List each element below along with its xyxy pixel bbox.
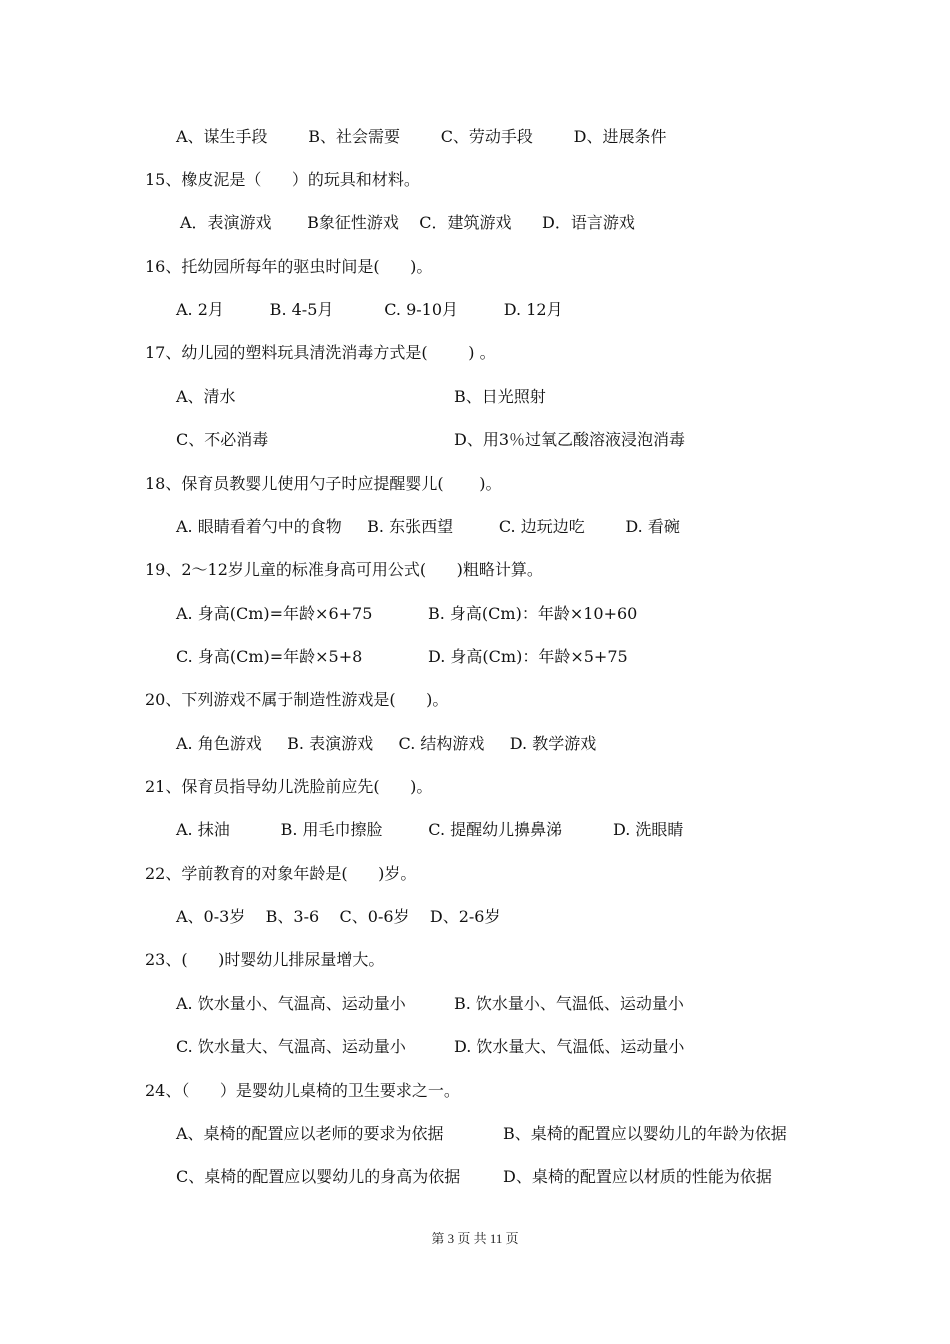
q14-options: A、谋生手段 B、社会需要 C、劳动手段 D、进展条件: [176, 127, 667, 146]
q15-options: A．表演游戏 B象征性游戏 C．建筑游戏 D．语言游戏: [180, 213, 635, 232]
q24-option-a: A、桌椅的配置应以老师的要求为依据: [176, 1124, 444, 1143]
q16-question: 16、托幼园所每年的驱虫时间是( )。: [145, 257, 433, 276]
q18-options: A. 眼睛看着勺中的食物 B. 东张西望 C. 边玩边吃 D. 看碗: [176, 517, 680, 536]
q20-question: 20、下列游戏不属于制造性游戏是( )。: [145, 690, 449, 709]
q24-option-b: B、桌椅的配置应以婴幼儿的年龄为依据: [503, 1124, 787, 1143]
q19-option-b: B. 身高(Cm)：年龄×10+60: [428, 604, 638, 623]
q16-options: A. 2月 B. 4-5月 C. 9-10月 D. 12月: [176, 300, 563, 319]
q23-option-a: A. 饮水量小、气温高、运动量小: [176, 994, 406, 1013]
q23-option-c: C. 饮水量大、气温高、运动量小: [176, 1037, 406, 1056]
q24-option-d: D、桌椅的配置应以材质的性能为依据: [503, 1167, 772, 1186]
q19-option-a: A. 身高(Cm)=年龄×6+75: [176, 604, 373, 623]
page-footer: 第 3 页 共 11 页: [431, 1231, 519, 1246]
q23-option-d: D. 饮水量大、气温低、运动量小: [454, 1037, 685, 1056]
q19-question: 19、2～12岁儿童的标准身高可用公式( )粗略计算。: [145, 560, 543, 579]
q19-option-d: D. 身高(Cm)：年龄×5+75: [428, 647, 628, 666]
q22-question: 22、学前教育的对象年龄是( )岁。: [145, 864, 417, 883]
q21-options: A. 抹油 B. 用毛巾擦脸 C. 提醒幼儿擤鼻涕 D. 洗眼睛: [176, 820, 684, 839]
q15-question: 15、橡皮泥是（ ）的玩具和材料。: [145, 170, 420, 189]
q17-option-a: A、清水: [176, 387, 236, 406]
q22-options: A、0-3岁 B、3-6 C、0-6岁 D、2-6岁: [176, 907, 501, 926]
q17-option-d: D、用3％过氧乙酸溶液浸泡消毒: [454, 430, 686, 449]
q24-question: 24、（ ）是婴幼儿桌椅的卫生要求之一。: [145, 1081, 460, 1100]
q24-option-c: C、桌椅的配置应以婴幼儿的身高为依据: [176, 1167, 461, 1186]
q20-options: A. 角色游戏 B. 表演游戏 C. 结构游戏 D. 教学游戏: [176, 734, 597, 753]
q23-question: 23、( )时婴幼儿排尿量增大。: [145, 950, 385, 969]
q23-option-b: B. 饮水量小、气温低、运动量小: [454, 994, 684, 1013]
q19-option-c: C. 身高(Cm)=年龄×5+8: [176, 647, 363, 666]
q17-option-c: C、不必消毒: [176, 430, 269, 449]
q21-question: 21、保育员指导幼儿洗脸前应先( )。: [145, 777, 433, 796]
q18-question: 18、保育员教婴儿使用勺子时应提醒婴儿( )。: [145, 474, 502, 493]
q17-question: 17、幼儿园的塑料玩具清洗消毒方式是( ) 。: [145, 343, 496, 362]
q17-option-b: B、日光照射: [454, 387, 546, 406]
